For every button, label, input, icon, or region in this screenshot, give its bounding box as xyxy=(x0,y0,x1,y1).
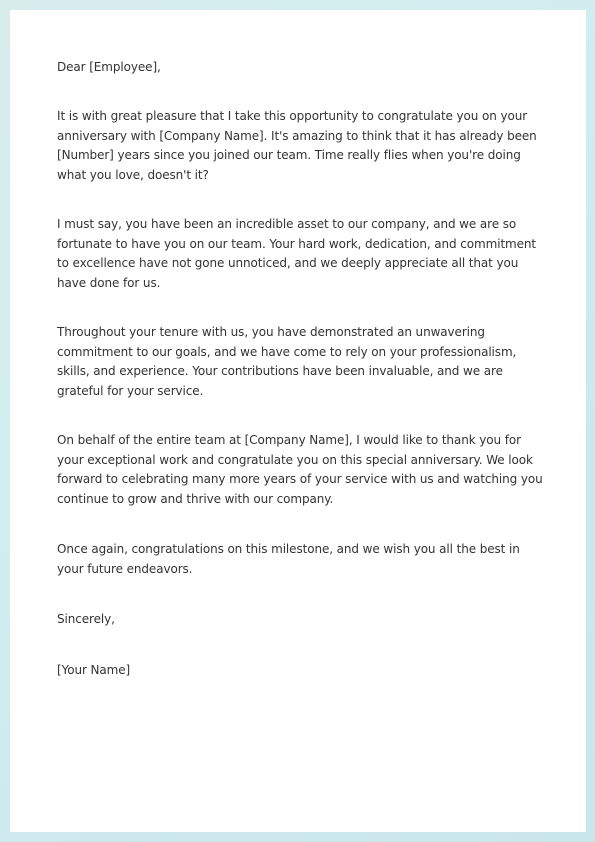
paragraph-2: I must say, you have been an incredible asset to our company, and we are so fortunate to have you on our team. Your hard work, dedication, and commitment to excellence have not gone unnoticed, and we deeply appreciate all that you have done for us. xyxy=(57,217,537,290)
paragraph-3: Throughout your tenure with us, you have demonstrated an unwavering commitment to our goals, and we have come to rely on your professionalism, skills, and experience. Your contributions have been invaluable, and we are grateful for your service. xyxy=(57,325,517,398)
paragraph-5: Once again, congratulations on this milestone, and we wish you all the best in your future endeavors. xyxy=(57,542,520,576)
signature: [Your Name] xyxy=(57,663,131,677)
paragraph-4: On behalf of the entire team at [Company Name], I would like to thank you for your exceptional work and congratulate you on this special anniversary. We look forward to celebrating many more years of your service with us and watching you continue to grow and thrive with our company. xyxy=(57,433,543,506)
salutation: Dear [Employee], xyxy=(57,60,161,74)
paragraph-1: It is with great pleasure that I take this opportunity to congratulate you on your anniversary with [Company Name]. It's amazing to think that it has already been [Number] years since you joined our team. Time really flies when you're doing what you love, doesn't it? xyxy=(57,109,537,182)
closing: Sincerely, xyxy=(57,612,115,626)
letter-page xyxy=(10,10,586,832)
